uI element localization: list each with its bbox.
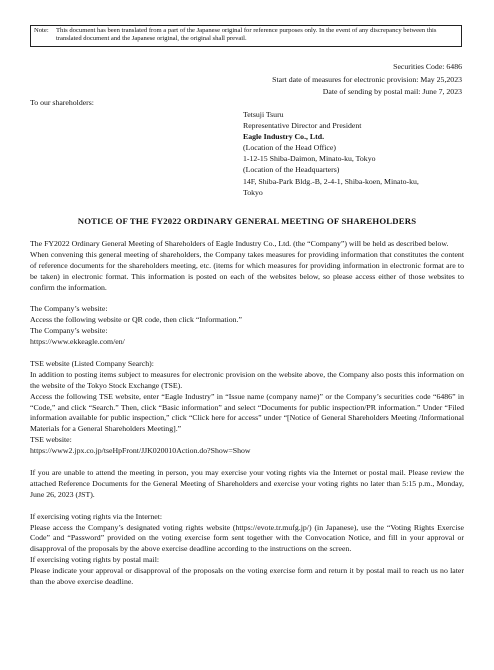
- document-meta: [272, 61, 462, 99]
- electronic-provision-start-date: Start date of measures for electronic provision: May 25,2023: [272, 74, 462, 84]
- notice-title: NOTICE OF THE FY2022 ORDINARY GENERAL MEETING OF SHAREHOLDERS: [77, 216, 417, 226]
- securities-code: Securities Code: 6486: [393, 62, 462, 71]
- internet-voting-heading: If exercising voting rights via the Internet:: [30, 511, 163, 521]
- headquarters-address-line1: 14F, Shiba-Park Bldg.-B, 2-4-1, Shiba-koen, Minato-ku,: [243, 176, 419, 186]
- headquarters-address-line2: Tokyo: [243, 187, 263, 197]
- note-label: Note:: [34, 27, 49, 34]
- electronic-provision-paragraph: When convening this general meeting of shareholders, the Company takes measures for providing information that constitutes the content of reference documents for the shareholders meeting, etc. (items for which measures for providing information in electronic format are to be taken) in electronic format. This information is posted on each of the websites below, so please access either of those websites to confirm the information.: [30, 249, 464, 292]
- tse-website-heading: TSE website (Listed Company Search):: [30, 358, 154, 368]
- postal-voting-heading: If exercising voting rights by postal mail:: [30, 555, 160, 565]
- intro-paragraph: The FY2022 Ordinary General Meeting of Shareholders of Eagle Industry Co., Ltd. (the “Company”) will be held as described below.: [30, 239, 449, 248]
- tse-paragraph-1: In addition to posting items subject to measures for electronic provision on the website above, the Company also posts this information on the website of the Tokyo Stock Exchange (TSE).: [30, 369, 464, 390]
- sender-name: Tetsuji Tsuru: [243, 110, 284, 119]
- tse-paragraph-2: Access the following TSE website, enter “Eagle Industry” in “Issue name (company name)” or the Company’s securities code “6486” in “Code,” and click “Search.” Then, click “Basic information” and select “Documents for public inspection/PR information.” Under “Filed information available for public inspection,” click “Click here for access” under “[Notice of General Shareholders Meeting /Informational Materials for a General Shareholders Meeting].”: [30, 391, 464, 434]
- company-website-label: The Company’s website:: [30, 326, 108, 336]
- unable-to-attend-paragraph: If you are unable to attend the meeting in person, you may exercise your voting rights via the Internet or postal mail. Please review the attached Reference Documents for the General Meeting of Shareholders and exercise your voting rights no later than 5:15 p.m., Monday, June 26, 2023 (JST).: [30, 467, 464, 499]
- notice-body: [30, 239, 464, 588]
- sender-block: [243, 109, 468, 198]
- note-text: This document has been translated from a part of the Japanese original for reference purposes only. In the event of any discrepancy between this translated document and the Japanese original, the original shall prevail.: [56, 27, 437, 43]
- greeting: To our shareholders:: [30, 98, 94, 107]
- company-website-link[interactable]: https://www.ekkeagle.com/en/: [30, 337, 125, 347]
- company-website-heading: The Company’s website:: [30, 304, 108, 314]
- company-website-instruction: Access the following website or QR code, then click “Information.”: [30, 315, 242, 325]
- tse-website-link[interactable]: https://www2.jpx.co.jp/tseHpFront/JJK020010Action.do?Show=Show: [30, 446, 251, 456]
- translation-note-box: [30, 25, 462, 47]
- headquarters-label: (Location of the Headquarters): [243, 165, 340, 175]
- tse-website-label: TSE website:: [30, 435, 72, 445]
- head-office-label: (Location of the Head Office): [243, 143, 336, 153]
- internet-voting-paragraph: Please access the Company’s designated voting rights website (https://evote.tr.mufg.jp/) (in Japanese), use the “Voting Rights Exercise Code” and “Password” provided on the voting exercise form sent together with the Convocation Notice, and fill in your approval or disapproval of the proposals by the above exercise deadline according to the instructions on the screen.: [30, 522, 464, 554]
- sender-position: Representative Director and President: [243, 121, 362, 131]
- postal-voting-paragraph: Please indicate your approval or disapproval of the proposals on the voting exercise form and return it by postal mail to reach us no later than the above exercise deadline.: [30, 566, 464, 587]
- company-name: Eagle Industry Co., Ltd.: [243, 132, 325, 142]
- postal-sending-date: Date of sending by postal mail: June 7, 2023: [322, 87, 462, 97]
- head-office-address: 1-12-15 Shiba-Daimon, Minato-ku, Tokyo: [243, 154, 376, 164]
